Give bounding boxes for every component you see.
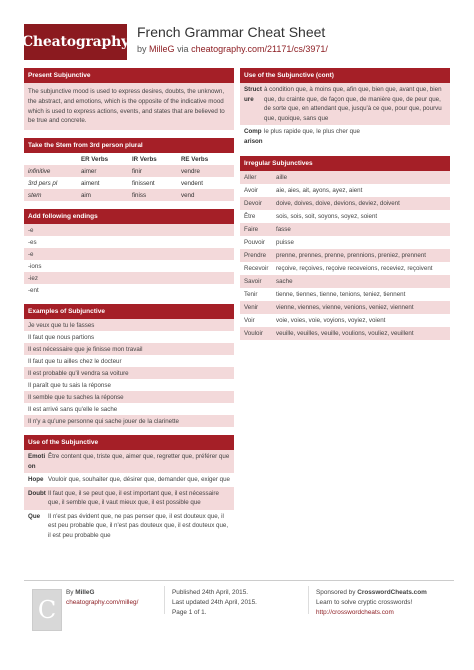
footer-author[interactable]: MilleG xyxy=(75,589,95,596)
cheatography-logo[interactable]: Cheatography xyxy=(24,24,127,60)
verb: Tenir xyxy=(244,291,258,298)
author-link[interactable]: MilleG xyxy=(149,44,175,54)
row-key: Struct ure xyxy=(244,86,262,103)
footer-author-block xyxy=(66,588,138,608)
stem-header-row xyxy=(24,153,234,165)
table-row xyxy=(240,327,450,340)
section-title: Use of the Subjunctive xyxy=(24,435,234,450)
verb: Avoir xyxy=(244,187,258,194)
row-key: Que xyxy=(28,512,41,520)
stem-cell: 3rd pers pl xyxy=(28,179,58,187)
list-item: Il n'y a qu'une personne qui sache jouer de la clarinette xyxy=(24,415,234,427)
conjugation: tienne, tiennes, tienne, tenions, teniez, tiennent xyxy=(276,291,406,298)
present-subjunctive-text: The subjunctive mood is used to express desires, doubts, the unknown, the abstract, and emotions, which is the opposite of the indicative mood which is used to express actions, events, and states that are believed to be true and concrete. xyxy=(24,83,234,130)
conjugation: sois, sois, soit, soyons, soyez, soient xyxy=(276,213,378,220)
conjugation: sache xyxy=(276,278,293,285)
sponsor-name[interactable]: CrosswordCheats.com xyxy=(357,589,427,596)
list-item: -e xyxy=(24,248,234,260)
table-row xyxy=(24,177,234,189)
verb: Venir xyxy=(244,304,259,311)
footer-separator xyxy=(164,586,165,614)
endings-section xyxy=(24,209,234,296)
footer-sponsor-block xyxy=(316,588,427,618)
row-key: Doubt xyxy=(28,489,46,497)
table-row xyxy=(24,450,234,473)
sponsored-by: Sponsored by xyxy=(316,589,356,596)
table-row xyxy=(24,510,234,543)
stem-cell: finiss xyxy=(131,191,147,199)
list-item: -iez xyxy=(24,272,234,284)
table-row xyxy=(240,236,450,249)
conjugation: aille xyxy=(276,174,288,181)
table-row xyxy=(240,314,450,327)
row-value: à condition que, à moins que, afin que, bien que, avant que, bien que, du crainte que, de façon que, de manière que, de peur que, de sorte que, en attendant que, jusqu'à ce que, pour que, pourvu que, quoique, sans que xyxy=(264,86,442,122)
section-title: Use of the Subjunctive (cont) xyxy=(240,68,450,83)
row-value: Vouloir que, souhaiter que, désirer que, demander que, exiger que xyxy=(48,476,230,484)
list-item: Il semble que tu saches la réponse xyxy=(24,391,234,403)
stem-cell: aiment xyxy=(80,179,100,187)
sheet-url-link[interactable]: cheatography.com/21171/cs/3971/ xyxy=(191,44,328,54)
table-row xyxy=(24,165,234,177)
verb: Être xyxy=(244,213,256,220)
verb: Faire xyxy=(244,226,259,233)
table-row xyxy=(240,210,450,223)
verb: Prendre xyxy=(244,252,267,259)
conjugation: veuille, veuilles, veuille, voulions, vouliez, veuillent xyxy=(276,330,414,337)
footer-separator xyxy=(308,586,309,614)
list-item: Je veux que tu le fasses xyxy=(24,319,234,331)
verb: Voir xyxy=(244,317,255,324)
page-footer xyxy=(24,580,454,640)
stem-cell: infinitive xyxy=(28,167,51,175)
table-row xyxy=(240,83,450,125)
verb: Aller xyxy=(244,174,257,181)
table-row xyxy=(24,189,234,201)
examples-section xyxy=(24,304,234,427)
section-title: Take the Stem from 3rd person plural xyxy=(24,138,234,153)
list-item: -ent xyxy=(28,286,39,294)
byline xyxy=(137,44,328,54)
left-column xyxy=(24,68,234,550)
row-key: Comp arison xyxy=(244,128,263,145)
footer-by: By xyxy=(66,589,74,596)
stem-section xyxy=(24,138,234,201)
stem-cell: vend xyxy=(180,191,195,199)
sponsor-link[interactable]: http://crosswordcheats.com xyxy=(316,609,394,616)
stem-cell: vendent xyxy=(180,179,203,187)
conjugation: vienne, viennes, vienne, venions, veniez, viennent xyxy=(276,304,414,311)
stem-header-cell: IR Verbs xyxy=(131,155,157,163)
table-row xyxy=(240,171,450,184)
conjugation: fasse xyxy=(276,226,291,233)
stem-header-cell: ER Verbs xyxy=(80,155,109,163)
table-row xyxy=(240,197,450,210)
section-title: Present Subjunctive xyxy=(24,68,234,83)
sponsor-tagline: Learn to solve cryptic crosswords! xyxy=(316,599,413,606)
list-item: Il paraît que tu sais la réponse xyxy=(28,381,111,389)
section-title: Irregular Subjunctives xyxy=(240,156,450,171)
row-value: Il n'est pas évident que, ne pas penser que, il est douteux que, il est peu probable que, il n'est pas douteux que, il est douteux que, il est peu probable que xyxy=(48,512,229,539)
footer-dates-block xyxy=(172,588,257,618)
list-item: Il faut que nous partions xyxy=(28,333,95,341)
page-number: Page 1 of 1. xyxy=(172,609,207,616)
use-of-subjunctive-cont-section xyxy=(240,68,450,148)
footer-author-link[interactable]: cheatography.com/milleg/ xyxy=(66,599,139,606)
list-item: Il est arrivé sans qu'elle le sache xyxy=(28,405,118,413)
stem-cell: finissent xyxy=(131,179,155,187)
table-row xyxy=(240,223,450,236)
list-item: Il est nécessaire que je finisse mon travail xyxy=(24,343,234,355)
verb: Recevoir xyxy=(244,265,269,272)
stem-header-cell: RE Verbs xyxy=(180,155,209,163)
stem-cell: vendre xyxy=(180,167,200,175)
conjugation: reçoive, reçoives, reçoive receveions, receviez, reçoivent xyxy=(276,265,433,272)
page-title: French Grammar Cheat Sheet xyxy=(137,24,326,40)
verb: Devoir xyxy=(244,200,262,207)
verb: Pouvoir xyxy=(244,239,265,246)
table-row xyxy=(240,275,450,288)
table-row xyxy=(240,288,450,301)
conjugation: puisse xyxy=(276,239,294,246)
list-item: -e xyxy=(24,224,234,236)
table-row xyxy=(24,487,234,510)
row-value: Il faut que, il se peut que, il est important que, il est nécessaire que, il semble que, il vaut mieux que, il est possible que xyxy=(48,489,219,507)
conjugation: doive, doives, doive, devions, deviez, doivent xyxy=(276,200,400,207)
row-value: Être content que, triste que, aimer que, regretter que, préférer que xyxy=(48,453,230,461)
row-value: le plus rapide que, le plus cher que xyxy=(264,128,360,135)
list-item: Il est probable qu'il vendra sa voiture xyxy=(24,367,234,379)
row-key: Hope xyxy=(28,476,44,484)
conjugation: voie, voies, voie, voyions, voyiez, voient xyxy=(276,317,386,324)
list-item: -ions xyxy=(28,262,42,270)
irregular-subjunctives-section xyxy=(240,156,450,340)
conjugation: prenne, prennes, prenne, prennions, preniez, prennent xyxy=(276,252,426,259)
avatar[interactable]: C xyxy=(32,589,62,631)
published-date: Published 24th April, 2015. xyxy=(172,589,249,596)
byline-via: via xyxy=(177,44,189,54)
byline-by: by xyxy=(137,44,147,54)
table-row xyxy=(240,184,450,197)
section-title: Add following endings xyxy=(24,209,234,224)
stem-cell: finir xyxy=(131,167,142,175)
table-row xyxy=(240,301,450,314)
stem-cell: aim xyxy=(80,191,91,199)
stem-cell: stem xyxy=(28,191,42,199)
right-column xyxy=(240,68,450,348)
row-key: Emoti on xyxy=(28,453,46,470)
use-of-subjunctive-section xyxy=(24,435,234,542)
verb: Vouloir xyxy=(244,330,263,337)
page-header xyxy=(21,24,454,66)
footer-divider xyxy=(24,580,454,581)
list-item: -es xyxy=(28,238,37,246)
section-title: Examples of Subjunctive xyxy=(24,304,234,319)
verb: Savoir xyxy=(244,278,262,285)
table-row xyxy=(240,125,450,148)
conjugation: aie, aies, ait, ayons, ayez, aient xyxy=(276,187,363,194)
list-item: Il faut que tu ailles chez le docteur xyxy=(28,357,122,365)
table-row xyxy=(240,249,450,262)
updated-date: Last updated 24th April, 2015. xyxy=(172,599,257,606)
table-row xyxy=(240,262,450,275)
table-row xyxy=(24,473,234,487)
present-subjunctive-section xyxy=(24,68,234,130)
stem-cell: aimer xyxy=(80,167,97,175)
